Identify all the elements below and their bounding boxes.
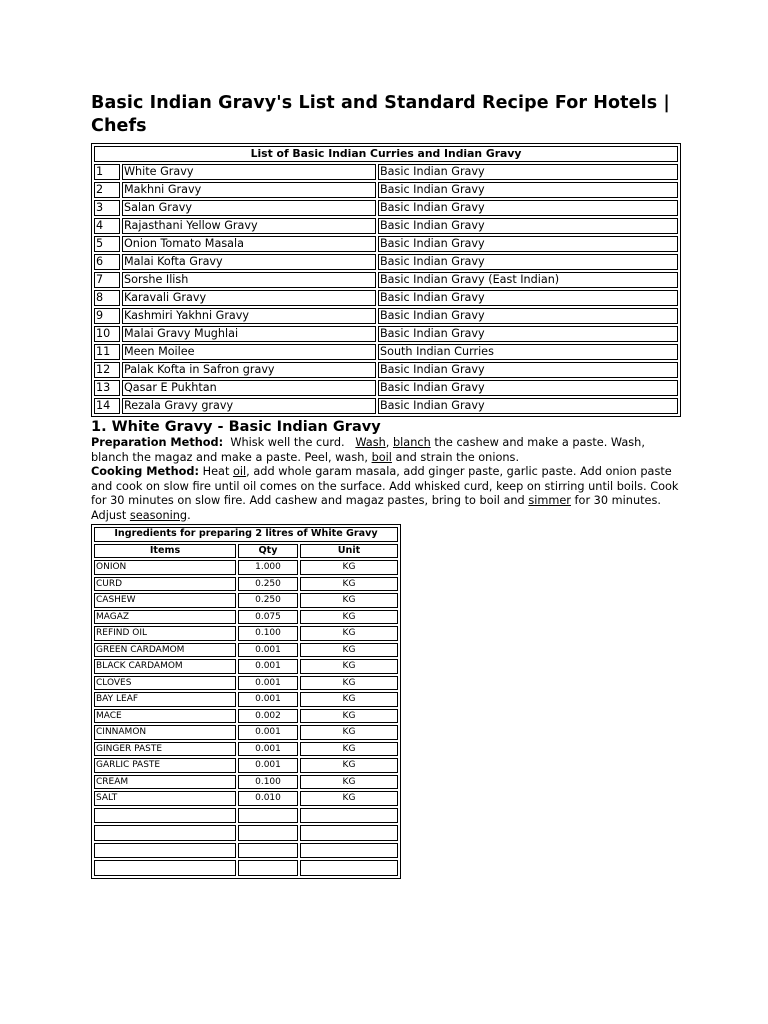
gravy-type: Basic Indian Gravy: [378, 182, 678, 198]
gravy-type: Basic Indian Gravy (East Indian): [378, 272, 678, 288]
gravy-type: Basic Indian Gravy: [378, 308, 678, 324]
gravy-list-table: [91, 143, 681, 417]
gravy-type: Basic Indian Gravy: [378, 326, 678, 342]
row-number: 4: [94, 218, 120, 234]
ingredient-item: SALT: [94, 791, 236, 806]
ingredients-caption: Ingredients for preparing 2 litres of White Gravy: [94, 527, 398, 542]
cook-text: .: [187, 508, 191, 522]
ingredient-qty: 0.010: [238, 791, 298, 806]
ingredient-unit: KG: [300, 709, 398, 724]
blank-row: [94, 843, 398, 859]
table-row: [94, 709, 398, 724]
gravy-name: Rezala Gravy gravy: [122, 398, 376, 414]
table-header: List of Basic Indian Curries and Indian Gravy: [94, 146, 678, 162]
table-row: [94, 362, 678, 378]
table-row: [94, 626, 398, 641]
ingredient-item: BAY LEAF: [94, 692, 236, 707]
row-number: 11: [94, 344, 120, 360]
gravy-name: Malai Kofta Gravy: [122, 254, 376, 270]
gravy-name: Salan Gravy: [122, 200, 376, 216]
blank-row: [94, 808, 398, 824]
prep-text: Whisk well the curd.: [223, 436, 356, 449]
ingredient-qty: 0.001: [238, 643, 298, 658]
table-row: [94, 236, 678, 252]
ingredient-item: GREEN CARDAMOM: [94, 643, 236, 658]
blank-cell: [238, 860, 298, 876]
ingredient-item: CASHEW: [94, 593, 236, 608]
gravy-type: South Indian Curries: [378, 344, 678, 360]
gravy-name: Sorshe Ilish: [122, 272, 376, 288]
gravy-name: Kashmiri Yakhni Gravy: [122, 308, 376, 324]
table-row: [94, 272, 678, 288]
gravy-type: Basic Indian Gravy: [378, 362, 678, 378]
ingredient-qty: 0.075: [238, 610, 298, 625]
document-page: [91, 92, 681, 879]
ingredient-item: CREAM: [94, 775, 236, 790]
blank-cell: [238, 825, 298, 841]
table-row: [94, 326, 678, 342]
blank-cell: [94, 843, 236, 859]
ingredient-item: ONION: [94, 560, 236, 575]
table-row: [94, 218, 678, 234]
gravy-type: Basic Indian Gravy: [378, 218, 678, 234]
ingredient-unit: KG: [300, 593, 398, 608]
row-number: 1: [94, 164, 120, 180]
ingredient-unit: KG: [300, 577, 398, 592]
row-number: 14: [94, 398, 120, 414]
link-wash[interactable]: Wash: [355, 436, 386, 449]
ingredient-unit: KG: [300, 560, 398, 575]
column-header-qty: Qty: [238, 544, 298, 559]
column-header-unit: Unit: [300, 544, 398, 559]
ingredient-qty: 0.250: [238, 593, 298, 608]
blank-cell: [300, 825, 398, 841]
gravy-name: Onion Tomato Masala: [122, 236, 376, 252]
table-row: [94, 344, 678, 360]
table-row: [94, 775, 398, 790]
gravy-type: Basic Indian Gravy: [378, 200, 678, 216]
link-blanch[interactable]: blanch: [392, 436, 431, 449]
table-row: [94, 380, 678, 396]
cook-text: Heat: [198, 465, 233, 478]
link-oil[interactable]: oil: [232, 465, 247, 478]
row-number: 6: [94, 254, 120, 270]
row-number: 7: [94, 272, 120, 288]
link-boil[interactable]: boil: [371, 450, 392, 464]
gravy-name: Qasar E Pukhtan: [122, 380, 376, 396]
gravy-type: Basic Indian Gravy: [378, 164, 678, 180]
ingredient-item: MACE: [94, 709, 236, 724]
column-header-items: Items: [94, 544, 236, 559]
prep-text: and strain the onions.: [391, 450, 520, 464]
ingredient-unit: KG: [300, 725, 398, 740]
table-row: [94, 725, 398, 740]
table-row: [94, 290, 678, 306]
ingredient-qty: 0.001: [238, 758, 298, 773]
blank-row: [94, 860, 398, 876]
table-row: [94, 610, 398, 625]
row-number: 2: [94, 182, 120, 198]
table-row: [94, 791, 398, 806]
ingredients-caption-row: [94, 527, 398, 542]
ingredient-qty: 0.100: [238, 626, 298, 641]
gravy-type: Basic Indian Gravy: [378, 254, 678, 270]
table-row: [94, 200, 678, 216]
ingredient-item: GINGER PASTE: [94, 742, 236, 757]
ingredient-item: CINNAMON: [94, 725, 236, 740]
gravy-name: Karavali Gravy: [122, 290, 376, 306]
row-number: 9: [94, 308, 120, 324]
gravy-name: Rajasthani Yellow Gravy: [122, 218, 376, 234]
ingredient-qty: 0.001: [238, 676, 298, 691]
table-row: [94, 308, 678, 324]
link-seasoning[interactable]: seasoning: [129, 508, 188, 522]
ingredient-qty: 0.001: [238, 692, 298, 707]
cook-text: , add whole garam masala, add ginger paste, garlic paste. Add onion paste and cook on slow fire until oil comes on the surface. Add whisked curd, keep on stirring until boils. Cook for 30 minutes on slow fire. Add cashew and magaz pastes, bring to boil and: [91, 465, 679, 507]
ingredient-item: REFIND OIL: [94, 626, 236, 641]
link-simmer[interactable]: simmer: [528, 494, 571, 507]
ingredient-qty: 0.100: [238, 775, 298, 790]
gravy-type: Basic Indian Gravy: [378, 290, 678, 306]
ingredient-unit: KG: [300, 659, 398, 674]
table-row: [94, 577, 398, 592]
table-header-row: [94, 146, 678, 162]
table-row: [94, 643, 398, 658]
row-number: 8: [94, 290, 120, 306]
table-row: [94, 676, 398, 691]
ingredient-qty: 0.250: [238, 577, 298, 592]
gravy-type: Basic Indian Gravy: [378, 398, 678, 414]
table-row: [94, 164, 678, 180]
blank-cell: [300, 860, 398, 876]
preparation-label: Preparation Method:: [91, 436, 224, 449]
ingredient-unit: KG: [300, 758, 398, 773]
page-title: Basic Indian Gravy's List and Standard Recipe For Hotels | Chefs: [91, 93, 670, 136]
cooking-method: [91, 465, 681, 523]
ingredients-table: [91, 524, 401, 879]
table-row: [94, 593, 398, 608]
gravy-name: Palak Kofta in Safron gravy: [122, 362, 376, 378]
ingredient-unit: KG: [300, 692, 398, 707]
gravy-name: White Gravy: [122, 164, 376, 180]
ingredient-item: CURD: [94, 577, 236, 592]
ingredients-header-row: [94, 544, 398, 559]
ingredient-unit: KG: [300, 676, 398, 691]
ingredient-unit: KG: [300, 742, 398, 757]
ingredient-qty: 0.001: [238, 725, 298, 740]
ingredient-unit: KG: [300, 643, 398, 658]
row-number: 3: [94, 200, 120, 216]
row-number: 12: [94, 362, 120, 378]
gravy-name: Malai Gravy Mughlai: [122, 326, 376, 342]
section-heading: 1. White Gravy - Basic Indian Gravy: [91, 419, 381, 435]
blank-row: [94, 825, 398, 841]
row-number: 13: [94, 380, 120, 396]
preparation-method: [91, 436, 681, 465]
ingredient-qty: 0.001: [238, 742, 298, 757]
ingredient-item: CLOVES: [94, 676, 236, 691]
cooking-label: Cooking Method:: [91, 465, 199, 478]
ingredient-unit: KG: [300, 791, 398, 806]
row-number: 5: [94, 236, 120, 252]
blank-cell: [94, 860, 236, 876]
gravy-name: Meen Moilee: [122, 344, 376, 360]
table-row: [94, 692, 398, 707]
blank-cell: [300, 843, 398, 859]
table-row: [94, 398, 678, 414]
table-row: [94, 560, 398, 575]
table-row: [94, 758, 398, 773]
gravy-name: Makhni Gravy: [122, 182, 376, 198]
blank-cell: [94, 825, 236, 841]
ingredient-item: BLACK CARDAMOM: [94, 659, 236, 674]
table-row: [94, 182, 678, 198]
ingredient-qty: 1.000: [238, 560, 298, 575]
table-row: [94, 659, 398, 674]
table-row: [94, 254, 678, 270]
blank-cell: [94, 808, 236, 824]
table-row: [94, 742, 398, 757]
blank-cell: [238, 843, 298, 859]
blank-cell: [238, 808, 298, 824]
ingredient-qty: 0.002: [238, 709, 298, 724]
ingredient-qty: 0.001: [238, 659, 298, 674]
row-number: 10: [94, 326, 120, 342]
cook-text: for 30 minutes. Adjust: [91, 494, 661, 522]
ingredient-item: GARLIC PASTE: [94, 758, 236, 773]
gravy-type: Basic Indian Gravy: [378, 236, 678, 252]
ingredient-unit: KG: [300, 610, 398, 625]
ingredient-unit: KG: [300, 626, 398, 641]
prep-text: the cashew and make a paste. Wash, blanch the magaz and make a paste. Peel, wash,: [91, 436, 645, 464]
ingredient-item: MAGAZ: [94, 610, 236, 625]
blank-cell: [300, 808, 398, 824]
gravy-type: Basic Indian Gravy: [378, 380, 678, 396]
prep-text: ,: [385, 436, 393, 449]
ingredient-unit: KG: [300, 775, 398, 790]
